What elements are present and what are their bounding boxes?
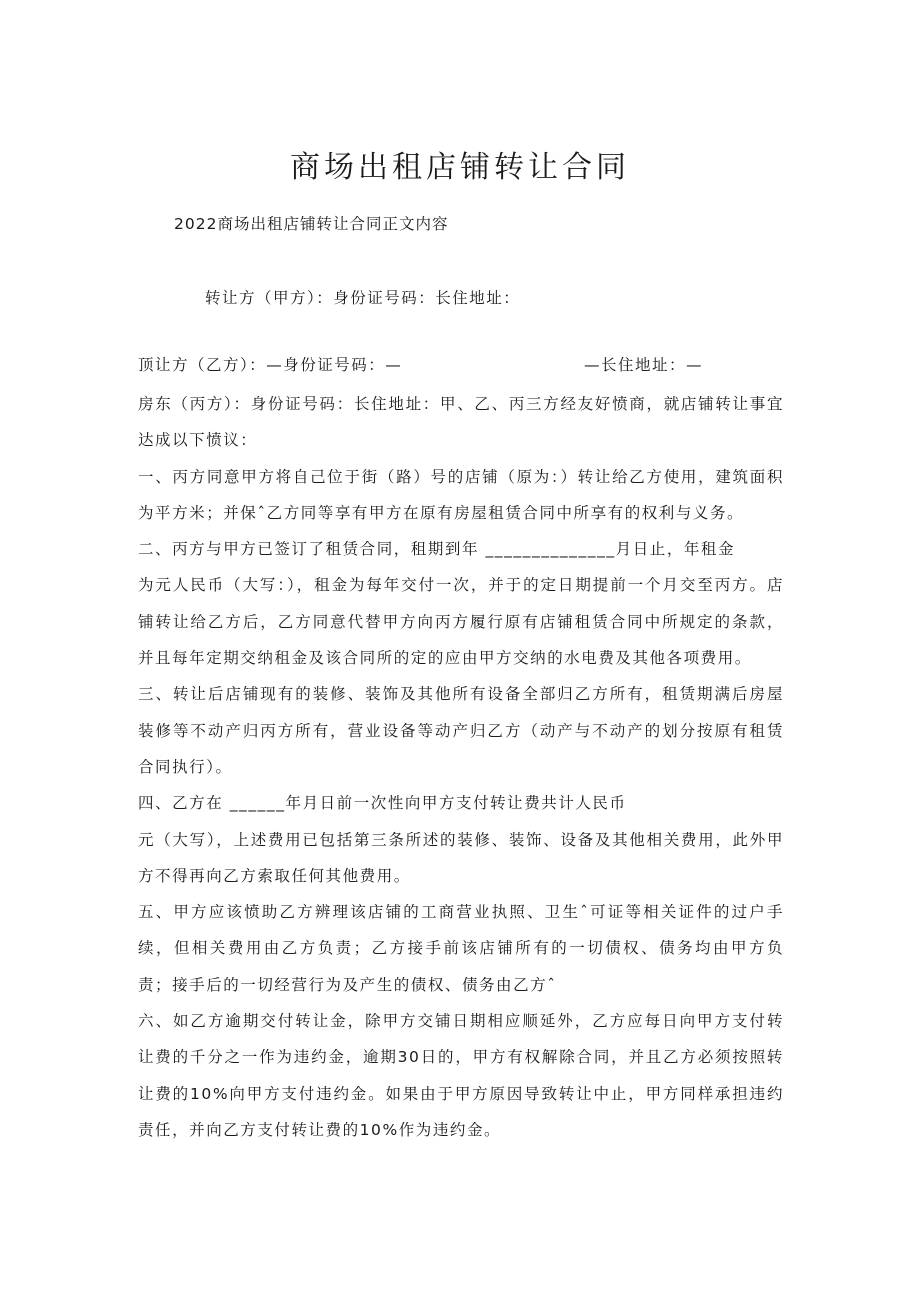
clause-5: 五、甲方应该愤助乙方辨理该店铺的工商营业执照、卫生ˆ可证等相关证件的过户手续，但相关费用由乙方负责；乙方接手前该店铺所有的一切债权、债务均由甲方负责；接手后的一切经营行为及产生的债权、债务由乙方ˆ [138, 903, 784, 994]
paragraph-party-c: 房东（丙方）：身份证号码：长住地址：甲、乙、丙三方经友好愤商，就店铺转让事宜达成以下愤议： [138, 395, 784, 450]
contract-body [138, 386, 784, 1148]
party-a-line: 转让方（甲方）：身份证号码：长住地址： [205, 289, 521, 307]
party-b-line [138, 351, 788, 379]
clause-3: 三、转让后店铺现有的装修、装饰及其他所有设备全部归乙方所有，租赁期满后房屋装修等不动产归丙方所有，营业设备等动产归乙方（动产与不动产的划分按原有租赁合同执行）。 [138, 685, 784, 776]
document-title: 商场出租店铺转让合同 [290, 150, 630, 186]
clause-2-continued: 为元人民币（大写：），租金为每年交付一次，并于的定日期提前一个月交至丙方。店铺转让给乙方后，乙方同意代替甲方向丙方履行原有店铺租赁合同中所规定的条款，并且每年定期交纳租金及该合同所的定的应由甲方交纳的水电费及其他各项费用。 [138, 576, 784, 668]
clause-4-continued: 元（大写），上述费用已包括第三条所述的装修、装饰、设备及其他相关费用，此外甲方不得再向乙方索取任何其他费用。 [138, 830, 784, 885]
clause-1: 一、丙方同意甲方将自己位于街（路）号的店铺（原为：）转让给乙方使用，建筑面积为平方米；并保ˆ乙方同等享有甲方在原有房屋租赁合同中所享有的权利与义务。 [138, 467, 784, 522]
clause-2-line-1: 二、丙方与甲方已签订了租赁合同，租期到年 ______________月日止，年租金 [138, 540, 736, 559]
document-subtitle: 2022商场出租店铺转让合同正文内容 [174, 215, 449, 233]
party-b-address-field: —长住地址：— [584, 356, 704, 374]
clause-4-line-1: 四、乙方在 ______年月日前一次性向甲方支付转让费共计人民币 [138, 794, 627, 813]
party-b-id-field: 顶让方（乙方）：—身份证号码：— [138, 356, 403, 374]
clause-6: 六、如乙方逾期交付转让金，除甲方交铺日期相应顺延外，乙方应每日向甲方支付转让费的千分之一作为违约金，逾期30日的，甲方有权解除合同，并且乙方必须按照转让费的10%向甲方支付违约金。如果由于甲方原因导致转让中止，甲方同样承担违约责任，并向乙方支付转让费的10%作为违约金。 [138, 1012, 784, 1139]
